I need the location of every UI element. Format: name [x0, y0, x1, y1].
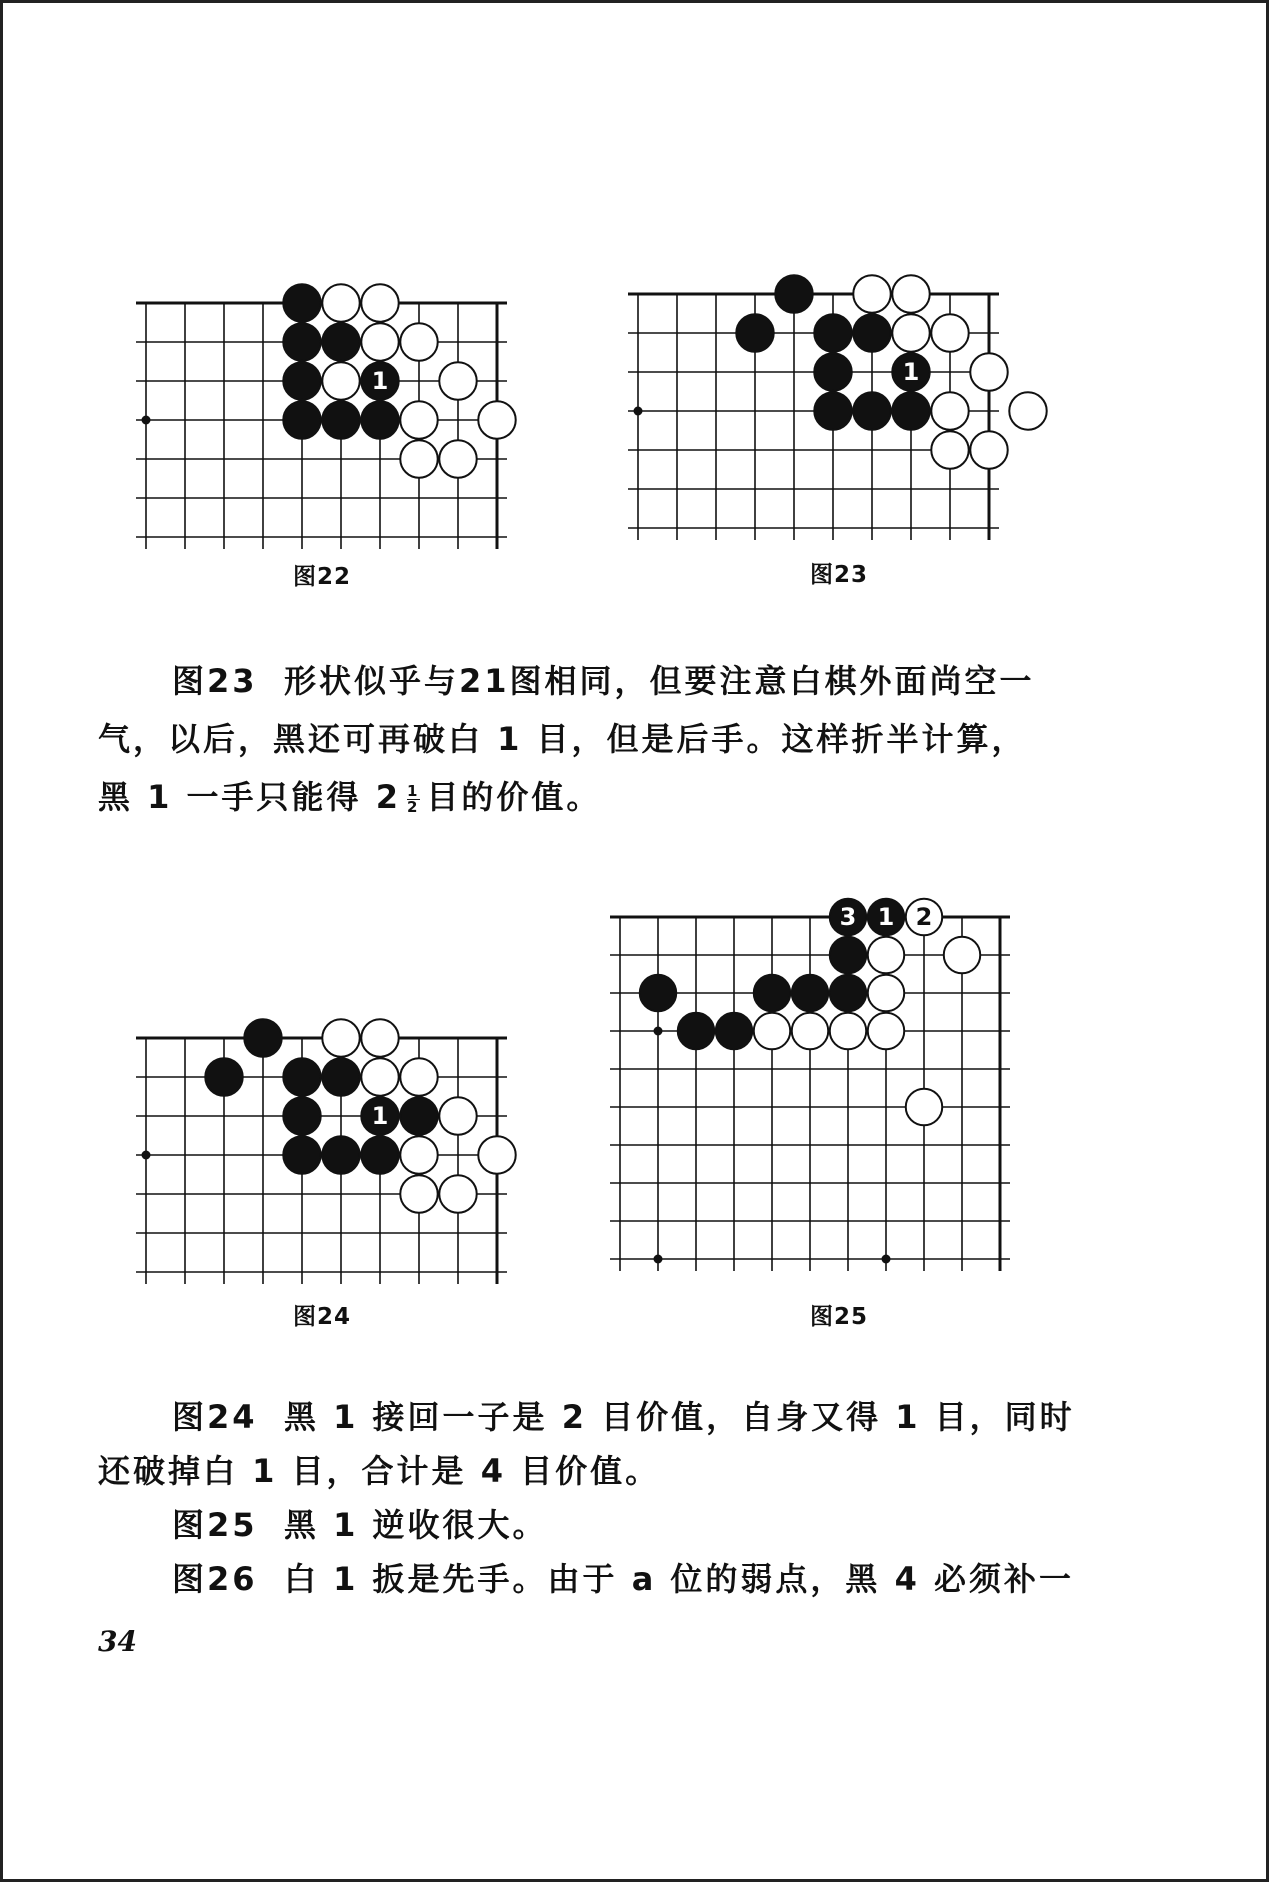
paragraph-fig23 [98, 652, 1060, 826]
page-number: 34 [98, 1625, 137, 1658]
caption-fig24: 图24 [293, 1304, 352, 1330]
board-svg-fig24 [128, 1022, 548, 1302]
board-svg-fig23 [620, 280, 1040, 560]
white-stone [754, 1013, 790, 1049]
black-stone [283, 323, 320, 360]
black-stone [814, 392, 851, 429]
white-stone [400, 440, 437, 477]
black-stone [830, 975, 866, 1011]
star-point [654, 1255, 663, 1264]
white-stone [361, 323, 398, 360]
text-fig23-line3-pre: 黑 1 一手只能得 2 [98, 778, 401, 816]
white-stone [400, 1175, 437, 1212]
black-stone [283, 1136, 320, 1173]
star-point [654, 1027, 663, 1036]
black-stone [322, 1136, 359, 1173]
white-stone [868, 975, 904, 1011]
white-stone [400, 1058, 437, 1095]
white-stone [970, 431, 1007, 468]
black-stone [814, 353, 851, 390]
text-fig23-line1: 形状似乎与21图相同，但要注意白棋外面尚空一 [284, 662, 1035, 700]
black-stone [736, 314, 773, 351]
white-stone [322, 1019, 359, 1056]
white-stone [931, 431, 968, 468]
white-stone [868, 1013, 904, 1049]
go-board-fig24 [128, 1022, 548, 1302]
go-board-fig25 [612, 905, 1032, 1285]
label-fig25: 图25 [172, 1506, 258, 1544]
stone-move-number: 2 [915, 903, 933, 931]
black-stone [322, 323, 359, 360]
star-point [882, 1255, 891, 1264]
paragraph-fig24-26 [98, 1390, 1075, 1606]
white-stone [853, 275, 890, 312]
star-point [634, 407, 643, 416]
white-stone [361, 1019, 398, 1056]
white-stone [830, 1013, 866, 1049]
white-stone [478, 1136, 515, 1173]
black-stone [775, 275, 812, 312]
label-fig24: 图24 [172, 1398, 258, 1436]
black-stone [322, 1058, 359, 1095]
white-stone [322, 362, 359, 399]
black-stone [716, 1013, 752, 1049]
label-fig26: 图26 [172, 1560, 258, 1598]
black-stone [361, 1136, 398, 1173]
text-fig25: 黑 1 逆收很大。 [284, 1506, 548, 1544]
label-fig23: 图23 [172, 662, 258, 700]
black-stone [754, 975, 790, 1011]
black-stone [322, 401, 359, 438]
white-stone [931, 314, 968, 351]
fraction-numerator: 1 [406, 781, 421, 800]
black-stone [283, 284, 320, 321]
white-stone [931, 392, 968, 429]
caption-fig23: 图23 [810, 562, 869, 588]
stone-move-number: 1 [877, 903, 895, 931]
white-stone [892, 275, 929, 312]
black-stone [283, 401, 320, 438]
go-board-fig23 [620, 280, 1040, 560]
white-stone [439, 1175, 476, 1212]
white-stone [439, 1097, 476, 1134]
white-stone [400, 1136, 437, 1173]
fraction-denominator: 2 [406, 797, 421, 816]
white-stone [361, 284, 398, 321]
white-stone [478, 401, 515, 438]
fraction-half [406, 781, 421, 816]
white-stone [970, 353, 1007, 390]
white-stone [892, 314, 929, 351]
white-stone [439, 440, 476, 477]
black-stone [853, 314, 890, 351]
black-stone [814, 314, 851, 351]
black-stone [283, 1058, 320, 1095]
white-stone [400, 401, 437, 438]
black-stone [400, 1097, 437, 1134]
text-fig26: 白 1 扳是先手。由于 a 位的弱点，黑 4 必须补一 [284, 1560, 1074, 1598]
caption-fig25: 图25 [810, 1304, 869, 1330]
black-stone [853, 392, 890, 429]
text-fig23-line3-post: 目的价值。 [426, 778, 602, 816]
white-stone [1009, 392, 1046, 429]
black-stone [361, 401, 398, 438]
black-stone [792, 975, 828, 1011]
black-stone [892, 392, 929, 429]
stone-move-number: 1 [371, 1102, 389, 1130]
white-stone [322, 284, 359, 321]
text-fig24-line2: 还破掉白 1 目，合计是 4 目价值。 [98, 1452, 661, 1490]
white-stone [361, 1058, 398, 1095]
black-stone [830, 937, 866, 973]
black-stone [678, 1013, 714, 1049]
go-board-fig22 [128, 285, 548, 565]
black-stone [244, 1019, 281, 1056]
white-stone [439, 362, 476, 399]
white-stone [868, 937, 904, 973]
board-svg-fig22 [128, 285, 548, 565]
white-stone [792, 1013, 828, 1049]
text-fig24-line1: 黑 1 接回一子是 2 目价值，自身又得 1 目，同时 [284, 1398, 1075, 1436]
stone-move-number: 1 [371, 367, 389, 395]
black-stone [283, 1097, 320, 1134]
white-stone [400, 323, 437, 360]
black-stone [283, 362, 320, 399]
black-stone [205, 1058, 242, 1095]
star-point [142, 416, 151, 425]
stone-move-number: 3 [839, 903, 857, 931]
text-fig23-line2: 气，以后，黑还可再破白 1 目，但是后手。这样折半计算， [98, 720, 1027, 758]
stone-move-number: 1 [902, 358, 920, 386]
black-stone [640, 975, 676, 1011]
star-point [142, 1151, 151, 1160]
white-stone [944, 937, 980, 973]
board-svg-fig25 [612, 905, 1032, 1285]
white-stone [906, 1089, 942, 1125]
caption-fig22: 图22 [293, 564, 352, 590]
